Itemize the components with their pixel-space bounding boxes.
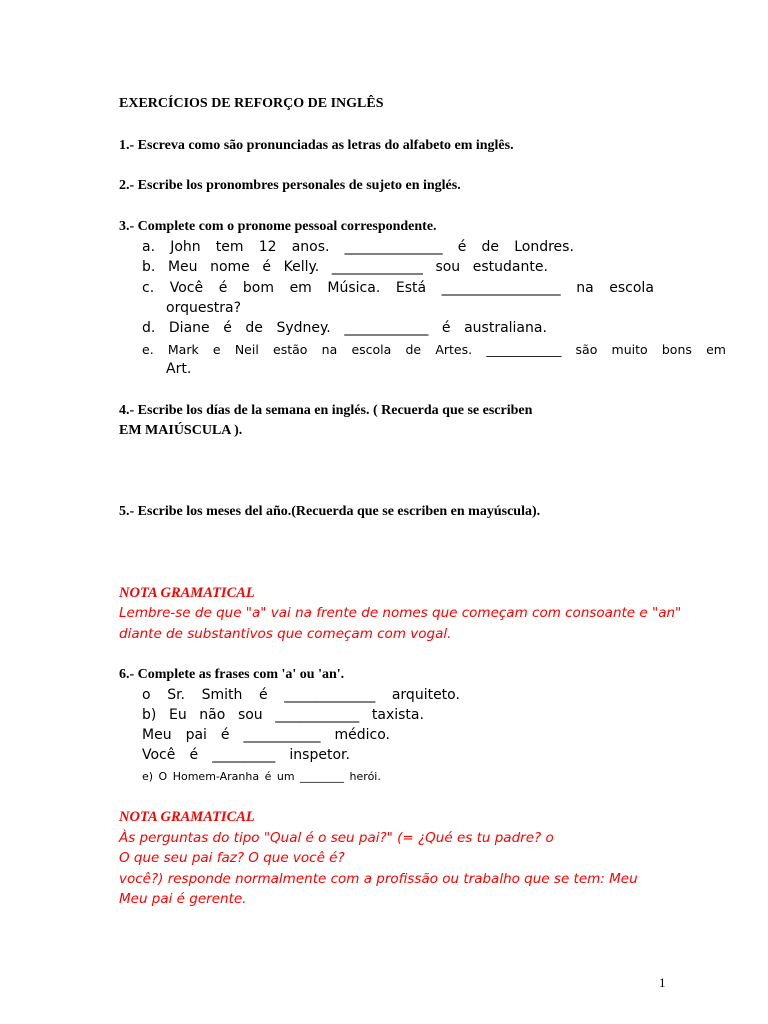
- grammar-note-2-line-4: Meu pai é gerente.: [119, 891, 247, 907]
- grammar-note-2-line-3: você?) responde normalmente com a profissão ou trabalho que se tem: Meu: [119, 871, 638, 887]
- question-3-item-e: e. Mark e Neil estão na escola de Artes. ____________ são muito bons em: [142, 342, 726, 357]
- question-3-item-c: c. Você é bom em Música. Está _________________ na escola: [142, 280, 654, 296]
- question-3-item-e-continued: Art.: [166, 361, 192, 377]
- page-number: 1: [659, 975, 666, 990]
- grammar-note-1-title: NOTA GRAMATICAL: [119, 585, 255, 601]
- question-2: 2.- Escribe los pronombres personales de sujeto en inglés.: [119, 178, 461, 193]
- question-6-sentence-2: b) Eu não sou ____________ taxista.: [142, 707, 424, 723]
- question-3-item-d: d. Diane é de Sydney. ____________ é australiana.: [142, 320, 547, 336]
- question-3-item-c-continued: orquestra?: [166, 300, 241, 316]
- question-5: 5.- Escribe los meses del año.(Recuerda que se escriben en mayúscula).: [119, 504, 541, 519]
- question-6-sentence-5: e) O Homem-Aranha é um ________ herói.: [142, 770, 381, 783]
- question-6-sentence-4: Você é _________ inspetor.: [142, 747, 350, 763]
- grammar-note-2-title: NOTA GRAMATICAL: [119, 809, 255, 825]
- question-4-line-2: EM MAIÚSCULA ).: [119, 423, 243, 438]
- question-6-sentence-3: Meu pai é ___________ médico.: [142, 727, 390, 743]
- question-6-heading: 6.- Complete as frases com 'a' ou 'an'.: [119, 667, 345, 682]
- grammar-note-1-line-1: Lembre-se de que "a" vai na frente de nomes que começam com consoante e "an": [119, 605, 682, 621]
- question-1: 1.- Escreva como são pronunciadas as letras do alfabeto em inglês.: [119, 138, 514, 153]
- grammar-note-2-line-1: Às perguntas do tipo "Qual é o seu pai?" (= ¿Qué es tu padre? o: [119, 830, 554, 846]
- question-3-item-b: b. Meu nome é Kelly. _____________ sou estudante.: [142, 259, 548, 275]
- grammar-note-1-line-2: diante de substantivos que começam com vogal.: [119, 626, 452, 642]
- question-3-item-a: a. John tem 12 anos. ______________ é de Londres.: [142, 239, 574, 255]
- question-3-heading: 3.- Complete com o pronome pessoal correspondente.: [119, 219, 437, 234]
- question-4-line-1: 4.- Escribe los días de la semana en inglés. ( Recuerda que se escriben: [119, 403, 533, 418]
- grammar-note-2-line-2: O que seu pai faz? O que você é?: [119, 850, 345, 866]
- document-title: EXERCÍCIOS DE REFORÇO DE INGLÊS: [119, 96, 384, 111]
- question-6-sentence-1: o Sr. Smith é _____________ arquiteto.: [142, 687, 460, 703]
